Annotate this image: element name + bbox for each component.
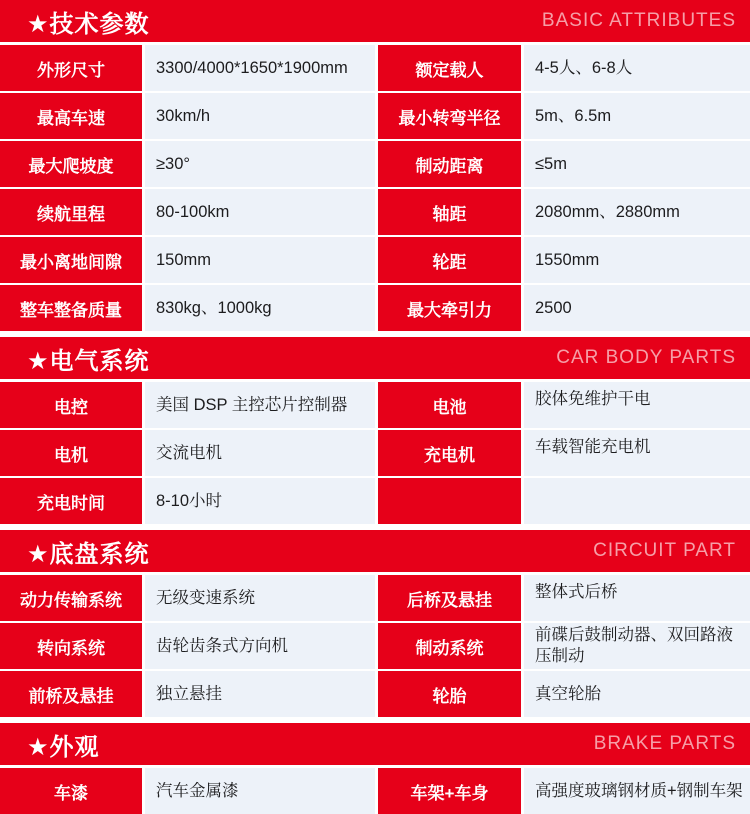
spec-value: 汽车金属漆: [145, 768, 375, 814]
spec-row: [0, 237, 750, 283]
spec-label: 最小转弯半径: [378, 93, 521, 139]
spec-label: 轮胎: [378, 671, 521, 717]
spec-value: 5m、6.5m: [524, 93, 750, 139]
spec-rows: [0, 45, 750, 331]
spec-label: 电机: [0, 430, 142, 476]
spec-value: 独立悬挂: [145, 671, 375, 717]
spec-label: 续航里程: [0, 189, 142, 235]
spec-value: 前碟后鼓制动器、双回路液压制动: [524, 623, 750, 669]
section-title: ★底盘系统: [27, 540, 150, 568]
spec-value-empty: [524, 478, 750, 524]
section-basic-attributes: [0, 0, 750, 331]
spec-row: [0, 623, 750, 669]
section-title: ★外观: [27, 733, 100, 761]
spec-label: 充电机: [378, 430, 521, 476]
section-electric-system: [0, 337, 750, 524]
spec-row: [0, 141, 750, 187]
section-header-basic: [0, 0, 750, 42]
spec-rows: [0, 575, 750, 717]
spec-label: 最大爬坡度: [0, 141, 142, 187]
spec-row: [0, 478, 750, 524]
spec-value: ≤5m: [524, 141, 750, 187]
spec-row: [0, 189, 750, 235]
spec-value: 150mm: [145, 237, 375, 283]
spec-label: 整车整备质量: [0, 285, 142, 331]
section-header-chassis: [0, 530, 750, 572]
section-subtitle-en: BASIC ATTRIBUTES: [541, 10, 736, 31]
spec-value: 4-5人、6-8人: [524, 45, 750, 91]
spec-label: 充电时间: [0, 478, 142, 524]
spec-value: 30km/h: [145, 93, 375, 139]
section-header-appearance: [0, 723, 750, 765]
spec-row: [0, 45, 750, 91]
spec-label: 电控: [0, 382, 142, 428]
spec-value: 真空轮胎: [524, 671, 750, 717]
spec-label: 电池: [378, 382, 521, 428]
section-header-electric: [0, 337, 750, 379]
section-title: ★技术参数: [27, 10, 150, 38]
spec-label: 最高车速: [0, 93, 142, 139]
spec-value: 80-100km: [145, 189, 375, 235]
spec-label: 车架+车身: [378, 768, 521, 814]
section-chassis-system: [0, 530, 750, 717]
spec-value: 美国 DSP 主控芯片控制器: [145, 382, 375, 428]
spec-label: 轮距: [378, 237, 521, 283]
spec-value: 车载智能充电机: [524, 430, 750, 476]
spec-value: 2080mm、2880mm: [524, 189, 750, 235]
spec-label: 最大牵引力: [378, 285, 521, 331]
spec-rows: [0, 768, 750, 814]
spec-label: 车漆: [0, 768, 142, 814]
spec-label: 转向系统: [0, 623, 142, 669]
spec-label: 轴距: [378, 189, 521, 235]
spec-row: [0, 671, 750, 717]
spec-row: [0, 575, 750, 621]
spec-value: 胶体免维护干电: [524, 382, 750, 428]
spec-value: 2500: [524, 285, 750, 331]
spec-value: 无级变速系统: [145, 575, 375, 621]
spec-label: 外形尺寸: [0, 45, 142, 91]
spec-label-empty: [378, 478, 521, 524]
spec-row: [0, 430, 750, 476]
section-subtitle-en: CIRCUIT PART: [593, 540, 736, 561]
spec-value: 交流电机: [145, 430, 375, 476]
section-title: ★电气系统: [27, 347, 150, 375]
spec-value: 3300/4000*1650*1900mm: [145, 45, 375, 91]
spec-row: [0, 382, 750, 428]
spec-label: 后桥及悬挂: [378, 575, 521, 621]
spec-value: 1550mm: [524, 237, 750, 283]
spec-label: 制动系统: [378, 623, 521, 669]
section-appearance: [0, 723, 750, 814]
spec-value: 830kg、1000kg: [145, 285, 375, 331]
spec-label: 前桥及悬挂: [0, 671, 142, 717]
section-subtitle-en: CAR BODY PARTS: [556, 347, 736, 368]
spec-row: [0, 768, 750, 814]
spec-value: 8-10小时: [145, 478, 375, 524]
spec-value: 齿轮齿条式方向机: [145, 623, 375, 669]
spec-row: [0, 285, 750, 331]
spec-label: 动力传输系统: [0, 575, 142, 621]
spec-label: 额定载人: [378, 45, 521, 91]
spec-rows: [0, 382, 750, 524]
spec-row: [0, 93, 750, 139]
section-subtitle-en: BRAKE PARTS: [593, 733, 736, 754]
spec-value: ≥30°: [145, 141, 375, 187]
spec-label: 制动距离: [378, 141, 521, 187]
spec-value: 整体式后桥: [524, 575, 750, 621]
spec-label: 最小离地间隙: [0, 237, 142, 283]
spec-value: 高强度玻璃钢材质+钢制车架: [524, 768, 750, 814]
